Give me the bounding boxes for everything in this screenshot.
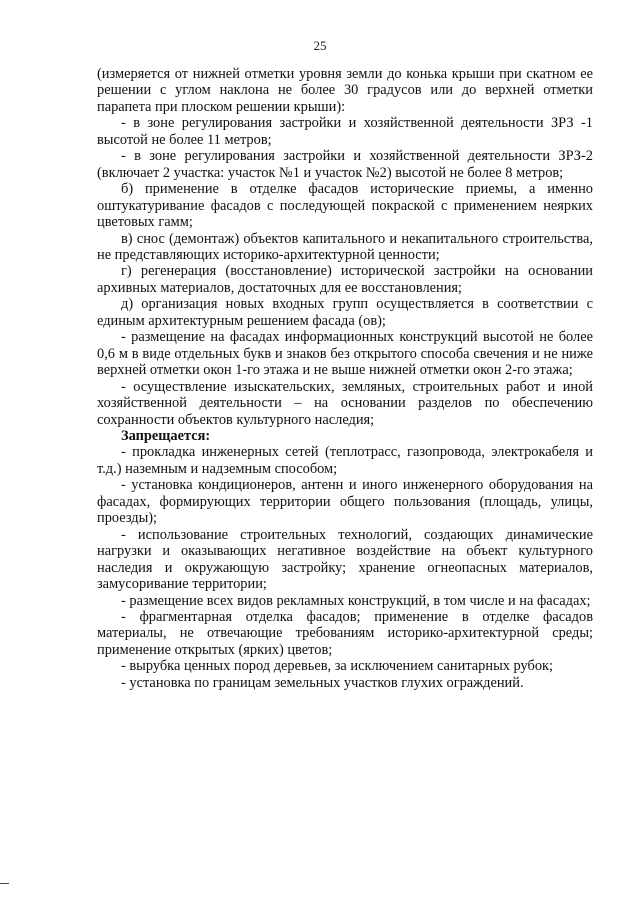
paragraph-item-b: б) применение в отделке фасадов исторические приемы, а именно оштукатуривание фасадов с последующей покраской с применением неярких цветовых гамм;: [97, 181, 593, 231]
paragraph-zrz2-height: - в зоне регулирования застройки и хозяйственной деятельности ЗРЗ-2 (включает 2 участка: участок №1 и участок №2) высотой не более 8 метров;: [97, 148, 593, 181]
paragraph-zrz1-height: - в зоне регулирования застройки и хозяйственной деятельности ЗРЗ -1 высотой не более 11 метров;: [97, 115, 593, 148]
paragraph-height-measurement: (измеряется от нижней отметки уровня земли до конька крыши при скатном ее решении с углом наклона не более 30 градусов или до верхней отметки парапета при плоском решении крыши):: [97, 66, 593, 115]
page-number: 25: [313, 38, 327, 53]
paragraph-info-constructions: - размещение на фасадах информационных конструкций высотой не более 0,6 м в виде отдельных букв и знаков без открытого способа свечения и не ниже верхней отметки окон 1-го этажа и не выше нижней отметки окон 2-го этажа;: [97, 329, 593, 379]
prohibition-item: - использование строительных технологий, создающих динамические нагрузки и оказывающих негативное воздействие на объект культурного наследия и окружающую застройку; хранение огнеопасных материалов, замусоривание территории;: [97, 526, 593, 593]
prohibition-item: - прокладка инженерных сетей (теплотрасс, газопровода, электрокабеля и т.д.) наземным и надземным способом;: [97, 444, 593, 477]
paragraph-survey-works: - осуществление изыскательских, земляных, строительных работ и иной хозяйственной деятельности – на основании разделов по обеспечению сохранности объектов культурного наследия;: [97, 378, 593, 428]
prohibition-item: - вырубка ценных пород деревьев, за исключением санитарных рубок;: [121, 658, 554, 675]
prohibition-item: - установка по границам земельных участков глухих ограждений.: [121, 674, 524, 691]
paragraph-item-v: в) снос (демонтаж) объектов капитального и некапитального строительства, не представляющих историко-архитектурной ценности;: [97, 230, 593, 263]
prohibited-heading: Запрещается:: [121, 427, 211, 444]
document-body: [97, 66, 593, 691]
paragraph-item-d: д) организация новых входных групп осуществляется в соответствии с единым архитектурным решением фасада (ов);: [97, 296, 593, 329]
scan-edge-mark: [0, 883, 9, 884]
prohibition-item: - установка кондиционеров, антенн и иного инженерного оборудования на фасадах, формирующих территории общего пользования (площадь, улицы, проезды);: [97, 477, 593, 527]
prohibition-item: - фрагментарная отделка фасадов; применение в отделке фасадов материалы, не отвечающие требованиям историко-архитектурной среды; применение открытых (ярких) цветов;: [97, 608, 593, 658]
prohibition-item: - размещение всех видов рекламных конструкций, в том числе и на фасадах;: [121, 592, 591, 609]
paragraph-item-g: г) регенерация (восстановление) исторической застройки на основании архивных материалов, достаточных для ее восстановления;: [97, 263, 593, 296]
